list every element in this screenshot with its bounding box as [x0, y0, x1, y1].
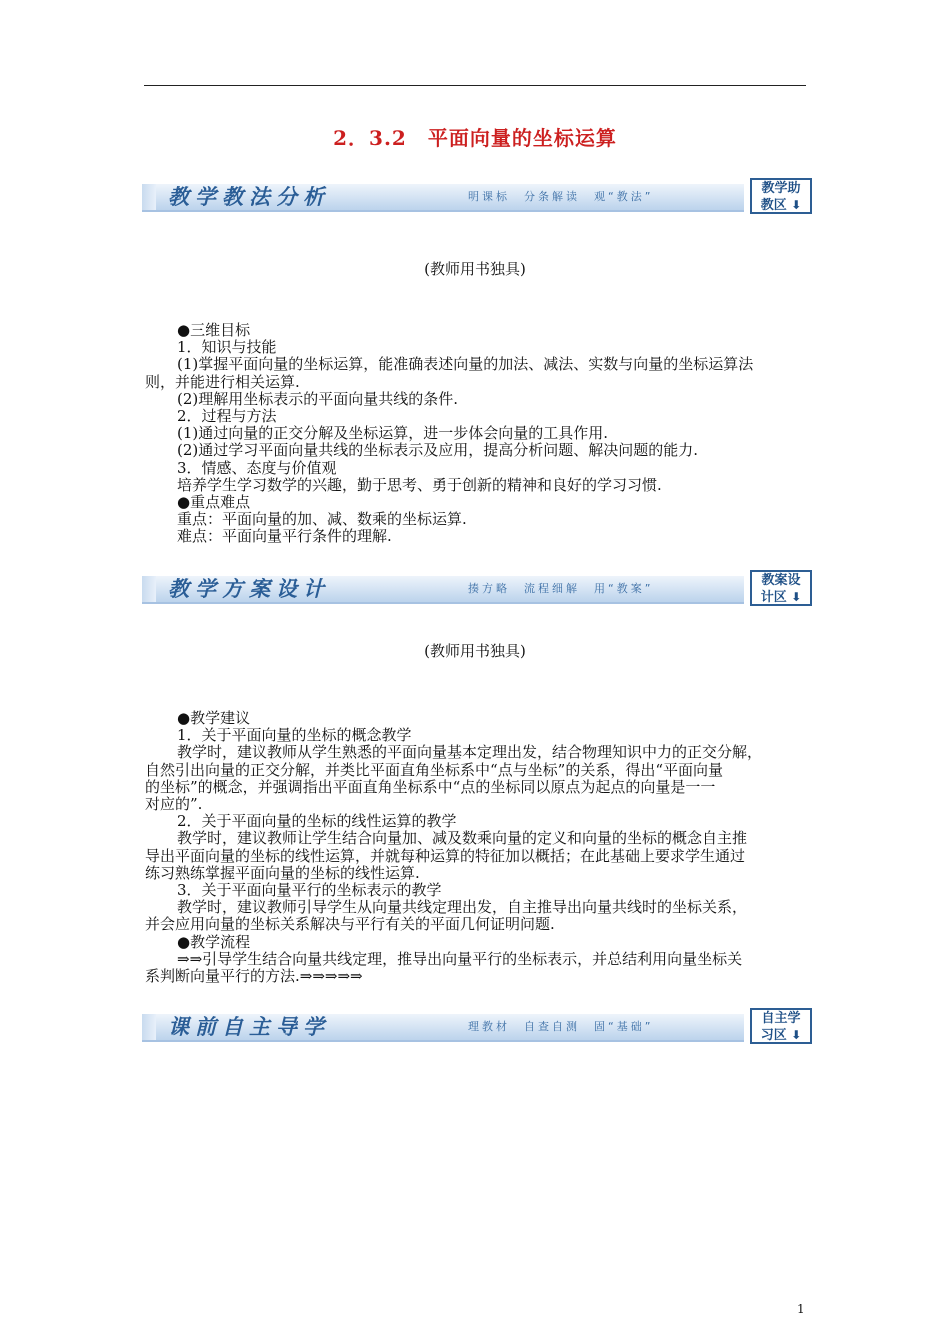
paragraph: 导出平面向量的坐标的线性运算，并就每种运算的特征加以概括；在此基础上要求学生通过: [145, 846, 746, 865]
page-number: 1: [797, 1302, 805, 1316]
paragraph: 对应的”.: [145, 795, 203, 814]
subheading: 1．关于平面向量的坐标的概念教学: [177, 726, 412, 745]
section-goals: [145, 322, 807, 546]
subheading: 2．关于平面向量的坐标的线性运算的教学: [177, 812, 457, 831]
subheading: 1．知识与技能: [177, 338, 277, 357]
badge-line: 教区: [760, 198, 787, 213]
banner-slogan: 明课标 分条解读 观“教法”: [468, 190, 654, 203]
teacher-book-note: (教师用书独具): [424, 260, 526, 278]
banner-heading: 教学教法分析: [168, 184, 330, 209]
paragraph: 系判断向量平行的方法.⇒⇒⇒⇒⇒: [145, 967, 363, 986]
banner-slogan: 揍方略 流程细解 用“教案”: [468, 582, 654, 595]
paragraph: 教学时，建议教师让学生结合向量加、减及数乘向量的定义和向量的坐标的概念自主推: [177, 829, 748, 848]
badge-line: 习区: [760, 1028, 787, 1043]
badge-line: 自主学: [761, 1011, 801, 1026]
banner-teaching-analysis: [142, 178, 814, 218]
paragraph: 自然引出向量的正交分解，并类比平面直角坐标系中“点与坐标”的关系，得出“平面向量: [145, 760, 724, 779]
paragraph: 培养学生学习数学的兴趣，勤于思考、勇于创新的精神和良好的学习习惯.: [177, 475, 662, 494]
key-points-heading: ●重点难点: [177, 493, 251, 512]
paragraph: 练习熟练掌握平面向量的坐标的线性运算.: [145, 863, 420, 882]
paragraph: (1)通过向量的正交分解及坐标运算，进一步体会向量的工具作用.: [177, 424, 609, 443]
banner-heading: 教学方案设计: [168, 576, 330, 601]
badge-line: 教案设: [761, 573, 801, 588]
paragraph: (1)掌握平面向量的坐标运算，能准确表述向量的加法、减法、实数与向量的坐标运算法: [177, 355, 754, 374]
teacher-book-note: (教师用书独具): [424, 642, 526, 660]
page-title: 2．3.2 平面向量的坐标运算: [333, 126, 617, 150]
banner-teaching-plan: [142, 570, 814, 610]
flow-heading: ●教学流程: [177, 932, 251, 951]
subheading: 3．情感、态度与价值观: [177, 458, 337, 477]
paragraph: (2)理解用坐标表示的平面向量共线的条件.: [177, 389, 459, 408]
paragraph: 则，并能进行相关运算.: [145, 372, 300, 391]
banner-badge: [750, 570, 812, 606]
banner-badge: [750, 178, 812, 214]
badge-line: 教学助: [761, 181, 801, 196]
advice-heading: ●教学建议: [177, 709, 251, 727]
subheading: 2．过程与方法: [177, 407, 277, 426]
paragraph: 教学时，建议教师引导学生从向量共线定理出发，自主推导出向量共线时的坐标关系，: [177, 898, 748, 917]
arrow-down-icon: ⬇: [791, 590, 802, 604]
paragraph: ⇒⇒引导学生结合向量共线定理，推导出向量平行的坐标表示，并总结利用向量坐标关: [177, 949, 743, 968]
paragraph: 难点：平面向量平行条件的理解.: [177, 527, 392, 546]
badge-line: 计区: [760, 590, 787, 605]
banner-self-study: [142, 1008, 814, 1048]
paragraph: 并会应用向量的坐标关系解决与平行有关的平面几何证明问题.: [145, 915, 555, 934]
arrow-down-icon: ⬇: [791, 1028, 802, 1042]
subheading: 3．关于平面向量平行的坐标表示的教学: [177, 881, 442, 900]
paragraph: 重点：平面向量的加、减、数乘的坐标运算.: [177, 510, 467, 529]
paragraph: (2)通过学习平面向量共线的坐标表示及应用，提高分析问题、解决问题的能力.: [177, 441, 699, 460]
section-advice: [145, 710, 807, 985]
paragraph: 的坐标”的概念，并强调指出平面直角坐标系中“点的坐标同以原点为起点的向量是一一: [145, 777, 716, 796]
banner-badge: [750, 1008, 812, 1044]
paragraph: 教学时，建议教师从学生熟悉的平面向量基本定理出发，结合物理知识中力的正交分解，: [177, 743, 763, 762]
arrow-down-icon: ⬇: [791, 198, 802, 212]
banner-slogan: 理教材 自查自测 固“基础”: [468, 1020, 654, 1033]
banner-heading: 课前自主导学: [168, 1014, 330, 1039]
goals-heading: ●三维目标: [177, 321, 251, 339]
top-rule: [144, 85, 806, 86]
